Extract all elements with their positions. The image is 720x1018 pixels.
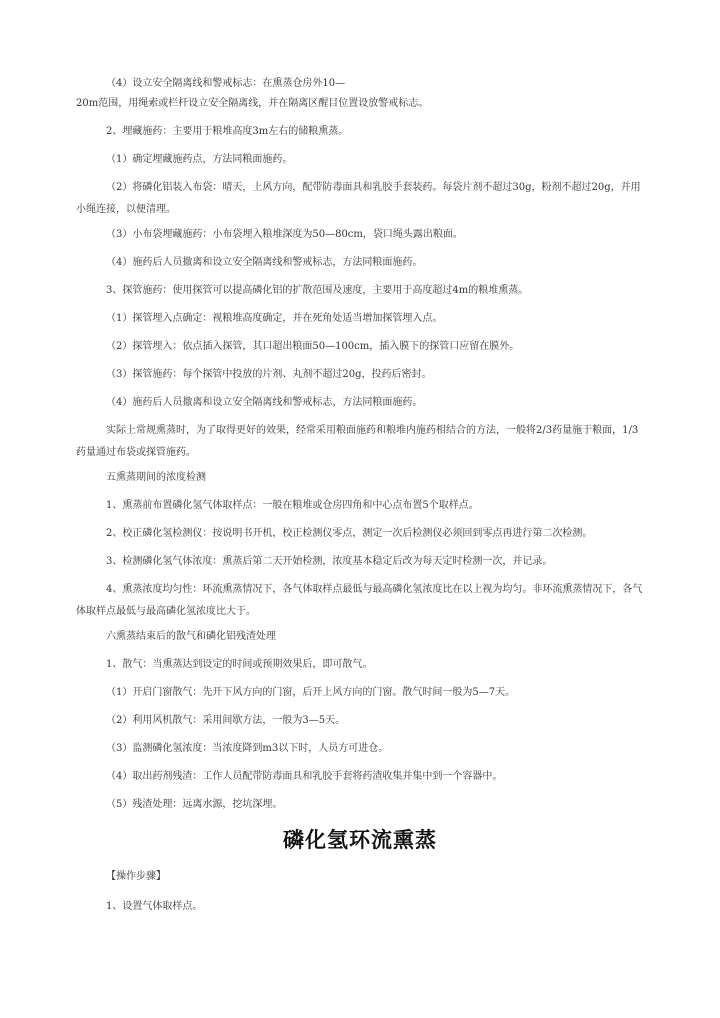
paragraph-22: （4）取出药剂残渣：工作人员配带防毒面具和乳胶手套将药渣收集并集中到一个容器中。	[106, 771, 503, 782]
paragraph-11: （3）探管施药：每个探管中投放的片剂、丸剂不超过20g，投药后密封。	[106, 369, 432, 380]
step-1: 1、设置气体取样点。	[106, 901, 203, 912]
paragraph-16: 3、检测磷化氢气体浓度：熏蒸后第二天开始检测，浓度基本稳定后改为每天定时检测一次，并记录。	[106, 556, 553, 567]
section-heading-6: 六熏蒸结束后的散气和磷化铝残渣处理	[106, 631, 276, 642]
page-title: 磷化氢环流熏蒸	[283, 827, 437, 852]
steps-label: 【操作步骤】	[106, 871, 166, 882]
paragraph-6: （3）小布袋埋藏施药：小布袋埋入粮堆深度为50—80cm，袋口绳头露出粮面。	[106, 229, 463, 240]
paragraph-17: 4、熏蒸浓度均匀性：环流熏蒸情况下，各气体取样点最低与最高磷化氢浓度比在以上视为均匀。非环流熏蒸情况下，各气体取样点最低与最高磷化氢浓度比大于。	[76, 584, 643, 617]
paragraph-18: 1、散气：当熏蒸达到设定的时间或预期效果后，即可散气。	[106, 659, 373, 670]
paragraph-2: 20m范围，用绳索或栏杆设立安全隔离线，并在隔离区醒目位置设放警戒标志。	[76, 98, 429, 109]
paragraph-8: 3、探管施药：使用探管可以提高磷化铝的扩散范围及速度，主要用于高度超过4m的粮堆熏蒸。	[106, 285, 529, 296]
paragraph-12: （4）施药后人员撤离和设立安全隔离线和警戒标志，方法同粮面施药。	[106, 397, 423, 408]
paragraph-7: （4）施药后人员撤离和设立安全隔离线和警戒标志，方法同粮面施药。	[106, 257, 423, 268]
paragraph-10: （2）探管埋入：依点插入探管，其口超出粮面50—100cm，插入膜下的探管口应留在膜外。	[106, 341, 520, 352]
paragraph-23: （5）残渣处理：远离水源，挖坑深埋。	[106, 799, 283, 810]
paragraph-1: （4）设立安全隔离线和警戒标志：在熏蒸仓房外10—	[106, 78, 346, 89]
paragraph-21: （3）监测磷化氢浓度：当浓度降到m3以下时，人员方可进仓。	[106, 743, 389, 754]
paragraph-14: 1、熏蒸前布置磷化氢气体取样点：一般在粮堆或仓房四角和中心点布置5个取样点。	[106, 500, 479, 511]
paragraph-19: （1）开启门窗散气：先开下风方向的门窗，后开上风方向的门窗。散气时间一般为5—7天。	[106, 687, 516, 698]
paragraph-13: 实际上常规熏蒸时，为了取得更好的效果，经常采用粮面施药和粮堆内施药相结合的方法，一般将2/3药量施于粮面，1/3药量通过布袋或探管施药。	[76, 425, 639, 458]
paragraph-20: （2）利用风机散气：采用间歇方法，一般为3—5天。	[106, 715, 346, 726]
paragraph-9: （1）探管埋入点确定：视粮堆高度确定，并在死角处适当增加探管埋入点。	[106, 313, 443, 324]
paragraph-5: （2）将磷化铝装入布袋：晴天，上风方向，配带防毒面具和乳胶手套装药。每袋片剂不超过30g，粉剂不超过20g，并用小绳连接，以便清理。	[76, 182, 641, 215]
paragraph-4: （1）确定埋藏施药点，方法同粮面施药。	[106, 154, 293, 165]
section-heading-5: 五熏蒸期间的浓度检测	[106, 472, 206, 483]
paragraph-15: 2、校正磷化氢检测仪：按说明书开机，校正检测仪零点，测定一次后检测仪必须回到零点再进行第二次检测。	[106, 528, 593, 539]
paragraph-3: 2、埋藏施药：主要用于粮堆高度3m左右的储粮熏蒸。	[106, 126, 349, 137]
